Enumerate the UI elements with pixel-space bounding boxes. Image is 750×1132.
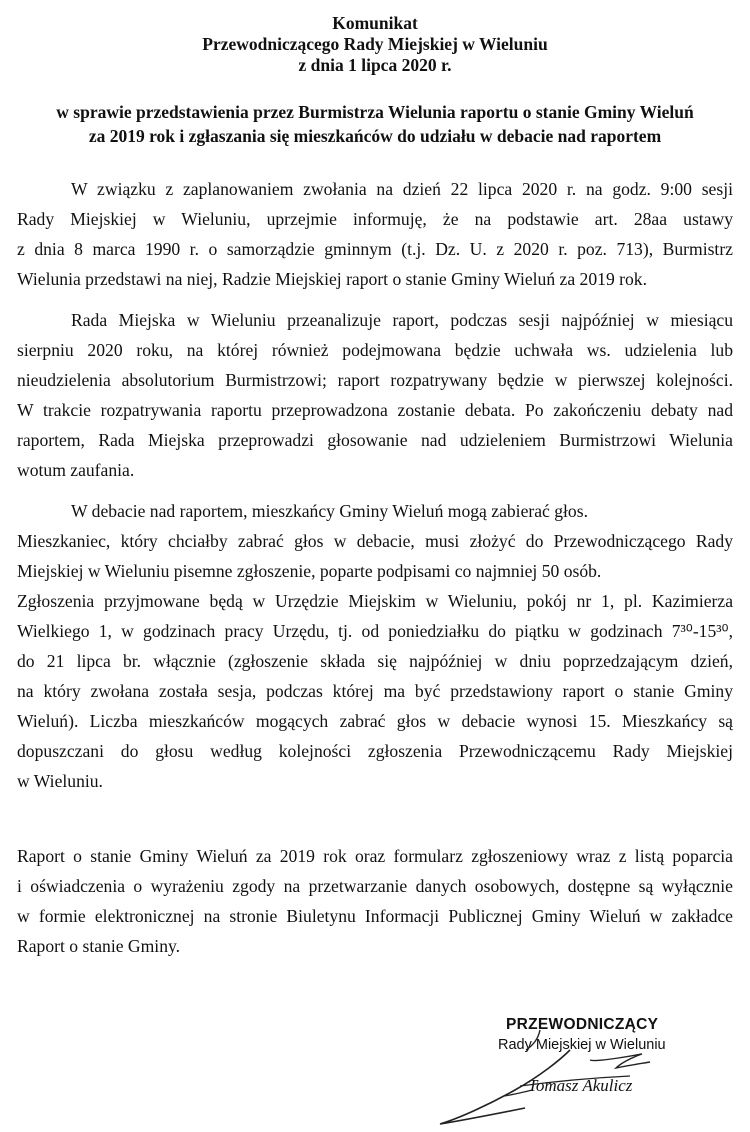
body-line: Wieluń). Liczba mieszkańców mogących zabrać głos w debacie wynosi 15. Mieszkańcy są bbox=[17, 711, 733, 731]
subject-line-1: w sprawie przedstawienia przez Burmistrza Wielunia raportu o stanie Gminy Wieluń bbox=[56, 102, 694, 122]
body-line: Rady Miejskiej w Wieluniu, uprzejmie informuję, że na podstawie art. 28aa ustawy bbox=[17, 209, 733, 229]
document-date: z dnia 1 lipca 2020 r. bbox=[298, 55, 452, 75]
document-subject bbox=[0, 100, 750, 148]
subject-line-2: za 2019 rok i zgłaszania się mieszkańców do udziału w debacie nad raportem bbox=[88, 126, 662, 146]
body-line: sierpniu 2020 roku, na której również podejmowana będzie uchwała ws. udzielenia lub bbox=[17, 340, 733, 360]
issuer-line: Przewodniczącego Rady Miejskiej w Wieluniu bbox=[202, 34, 548, 54]
body-line: Wielunia przedstawi na niej, Radzie Miejskiej raport o stanie Gminy Wieluń za 2019 rok. bbox=[17, 269, 647, 289]
body-line: nieudzielenia absolutorium Burmistrzowi; raport rozpatrywany będzie w pierwszej kolejności. bbox=[17, 370, 733, 390]
body-line: Rada Miejska w Wieluniu przeanalizuje raport, podczas sesji najpóźniej w miesiącu bbox=[71, 310, 733, 330]
body-line: Wielkiego 1, w godzinach pracy Urzędu, tj. od poniedziałku do piątku w godzinach 7³⁰-15³⁰, bbox=[17, 621, 733, 641]
body-line: dopuszczani do głosu według kolejności zgłoszenia Przewodniczącemu Rady Miejskiej bbox=[17, 741, 733, 761]
body-line: i oświadczenia o wyrażeniu zgody na przetwarzanie danych osobowych, dostępne są wyłącznie bbox=[17, 876, 733, 896]
signature-name: Tomasz Akulicz bbox=[528, 1076, 633, 1095]
body-line: W związku z zaplanowaniem zwołania na dzień 22 lipca 2020 r. na godz. 9:00 sesji bbox=[71, 179, 733, 199]
body-line: W trakcie rozpatrywania raportu przeprowadzona zostanie debata. Po zakończeniu debaty nad bbox=[17, 400, 733, 420]
handwritten-signature bbox=[420, 1010, 720, 1132]
body-line: w Wieluniu. bbox=[17, 771, 103, 791]
body-line: w formie elektronicznej na stronie Biuletynu Informacji Publicznej Gminy Wieluń w zakładce bbox=[17, 906, 733, 926]
body-line: wotum zaufania. bbox=[17, 460, 135, 480]
body-line: Mieszkaniec, który chciałby zabrać głos w debacie, musi złożyć do Przewodniczącego Rady bbox=[17, 531, 733, 551]
body-line: Raport o stanie Gminy. bbox=[17, 936, 181, 956]
signature-title: PRZEWODNICZĄCY bbox=[506, 1016, 659, 1033]
body-line: raportem, Rada Miejska przeprowadzi głosowanie nad udzieleniem Burmistrzowi Wielunia bbox=[17, 430, 733, 450]
document-title: Komunikat bbox=[332, 13, 418, 33]
body-line: W debacie nad raportem, mieszkańcy Gminy Wieluń mogą zabierać głos. bbox=[71, 501, 588, 521]
document-header bbox=[0, 13, 750, 76]
body-line: do 21 lipca br. włącznie (zgłoszenie składa się najpóźniej w dniu poprzedzającym dzień, bbox=[17, 651, 733, 671]
body-line: Zgłoszenia przyjmowane będą w Urzędzie Miejskim w Wieluniu, pokój nr 1, pl. Kazimierza bbox=[17, 591, 733, 611]
body-line: na który zwołana została sesja, podczas której ma być przedstawiony raport o stanie Gminy bbox=[17, 681, 733, 701]
signature-subtitle: Rady Miejskiej w Wieluniu bbox=[498, 1037, 666, 1053]
body-line: Raport o stanie Gminy Wieluń za 2019 rok oraz formularz zgłoszeniowy wraz z listą poparcia bbox=[17, 846, 733, 866]
body-line: z dnia 8 marca 1990 r. o samorządzie gminnym (t.j. Dz. U. z 2020 r. poz. 713), Burmistrz bbox=[17, 239, 733, 259]
body-line: Miejskiej w Wieluniu pisemne zgłoszenie, poparte podpisami co najmniej 50 osób. bbox=[17, 561, 602, 581]
